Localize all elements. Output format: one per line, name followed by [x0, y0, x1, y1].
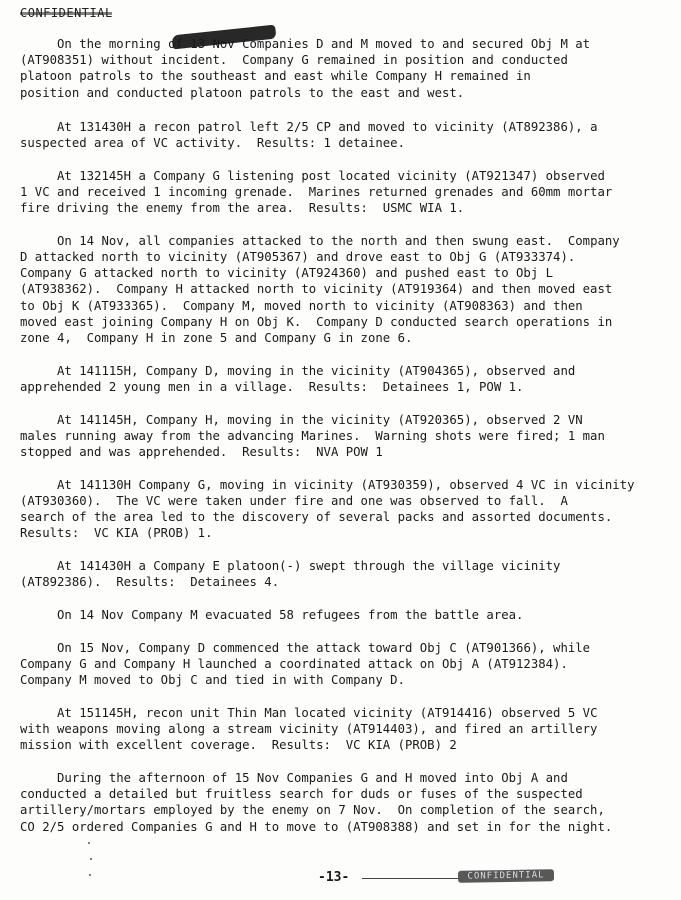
footer-rule — [362, 878, 458, 879]
paragraph-listening-post: At 132145H a Company G listening post located vicinity (AT921347) observed 1 VC and received 1 incoming grenade. Marines returned grenades and 60mm mortar fire driving the enemy from the area. Results: USMC WIA 1. — [20, 168, 613, 216]
paragraph-14-nov-attack: On 14 Nov, all companies attacked to the north and then swung east. Company D attacked north to vicinity (AT905367) and drove east to Obj G (AT933374). Company G attacked north to vicinity (AT924360) and pushed east to Obj L (AT938362). Company H attacked north to vicinity (AT919364) and then moved east to Obj K (AT933365). Company M, moved north to vicinity (AT908363) and then moved east joining Company H on Obj K. Company D conducted search operations in zone 4, Company H in zone 5 and Company G in zone 6. — [20, 233, 620, 346]
classification-header — [20, 6, 113, 20]
paragraph-company-e-sweep: At 141430H a Company E platoon(-) swept through the village vicinity (AT892386). Results: Detainees 4. — [20, 559, 561, 590]
footer-classification-stamp — [458, 869, 554, 883]
paragraph-company-h-apprehension: At 141145H, Company H, moving in the vicinity (AT920365), observed 2 VN males running away from the advancing Marines. Warning shots were fired; 1 man stopped and was apprehended. Results: NVA POW 1 — [20, 412, 605, 460]
paragraph-thin-man-recon: At 151145H, recon unit Thin Man located vicinity (AT914416) observed 5 VC with weapons moving along a stream vicinity (AT914403), and fired an artillery mission with excellent coverage. Results: VC KIA (PROB) 2 — [20, 705, 598, 753]
paragraph-company-g-contact: At 141130H Company G, moving in vicinity (AT930359), observed 4 VC in vicinity (AT930360). The VC were taken under fire and one was observed to fall. A search of the area led to the discovery of several packs and assorted documents. Results: VC KIA (PROB) 1. — [20, 477, 635, 541]
page-number: -13- — [318, 870, 350, 885]
paragraph-15-nov-attack: On 15 Nov, Company D commenced the attack toward Obj C (AT901366), while Company G and Company H launched a coordinated attack on Obj A (AT912384). Company M moved to Obj C and tied in with Company D. — [20, 640, 591, 688]
classification-strike-mark — [20, 12, 112, 15]
document-body — [20, 36, 666, 851]
paragraph-company-d-apprehension: At 141115H, Company D, moving in the vicinity (AT904365), observed and apprehended 2 young men in a village. Results: Detainees 1, POW 1. — [20, 363, 576, 394]
page-footer — [0, 868, 681, 888]
footer-classification-label: CONFIDENTIAL — [467, 870, 545, 882]
paragraph-15-nov-afternoon: During the afternoon of 15 Nov Companies G and H moved into Obj A and conducted a detailed but fruitless search for duds or fuses of the suspected artillery/mortars employed by the enemy on 7 Nov. On completion of the search, CO 2/5 ordered Companies G and H to move to (AT908388) and set in for the night. — [20, 770, 613, 834]
paragraph-recon-patrol: At 131430H a recon patrol left 2/5 CP and moved to vicinity (AT892386), a suspected area of VC activity. Results: 1 detainee. — [20, 119, 598, 151]
scan-speck — [90, 858, 92, 860]
scan-speck — [88, 842, 90, 844]
paragraph-13-nov-morning: On the morning of 13 Nov Companies D and M moved to and secured Obj M at (AT908351) without incident. Company G remained in position and conducted platoon patrols to the southeast and east while Company H remained in position and conducted platoon patrols to the east and west. — [20, 37, 591, 100]
paragraph-refugees: On 14 Nov Company M evacuated 58 refugees from the battle area. — [20, 607, 524, 622]
